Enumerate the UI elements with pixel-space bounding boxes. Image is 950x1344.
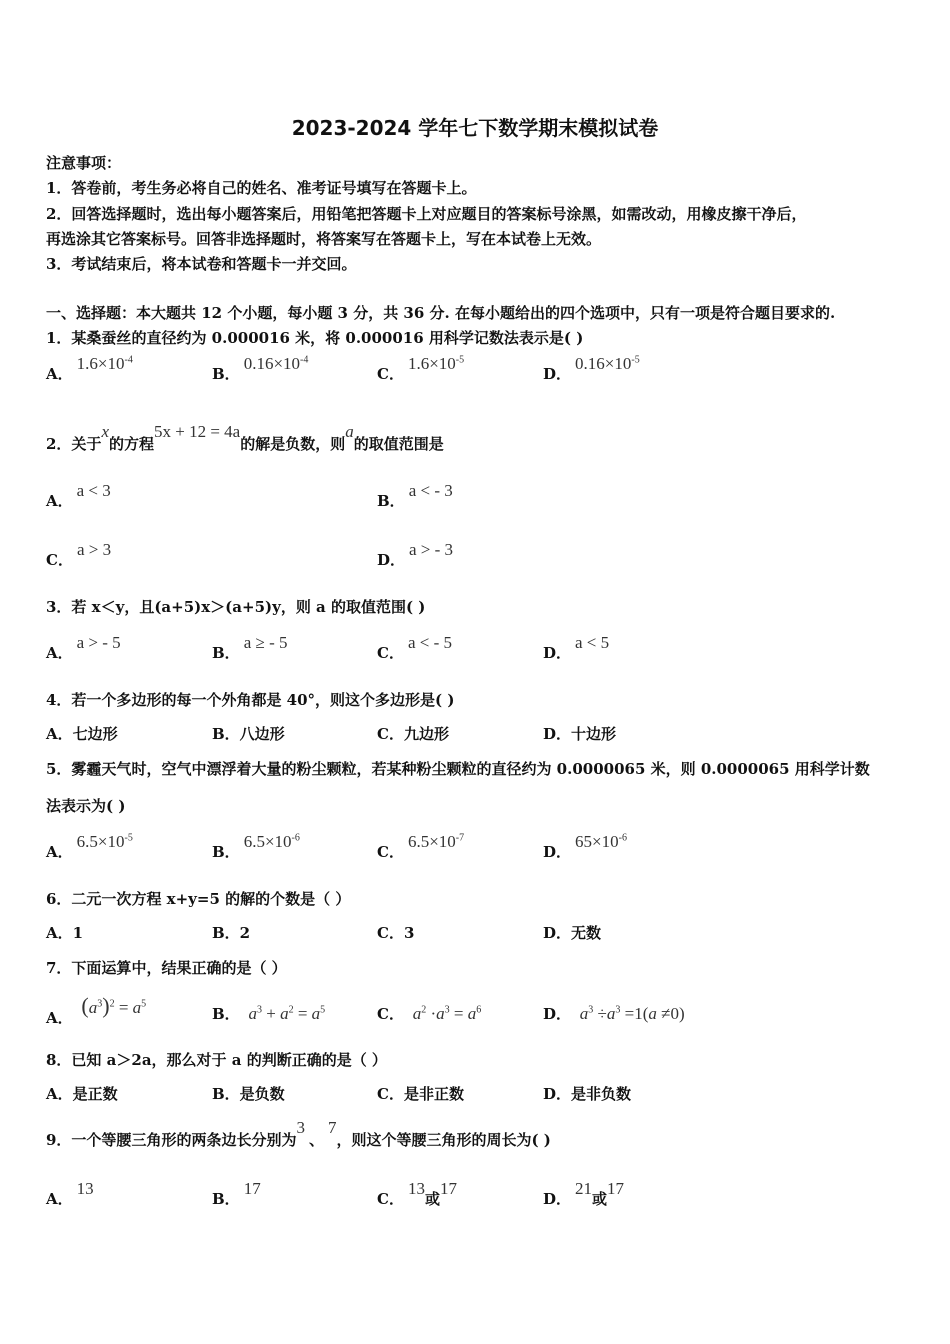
q4-option-c[interactable]: C．九边形 [377,725,449,743]
stem-text: ，则这个等腰三角形的周长为( ) [336,1131,551,1149]
q2-option-c[interactable] [46,540,112,570]
option-value: a < - 5 [407,633,452,652]
question-5-stem: 5．雾霾天气时，空气中漂浮着大量的粉尘颗粒，若某种粉尘颗粒的直径约为 0.0000065 米，则 0.0000065 用科学计数 [46,760,870,778]
or-text: 或 [424,1190,440,1208]
section-heading: 一、选择题：本大题共 12 个小题，每小题 3 分，共 36 分. 在每小题给出的四个选项中，只有一项是符合题目要求的. [46,304,836,322]
q9-option-b[interactable] [212,1179,261,1209]
q9-option-a[interactable] [46,1179,94,1209]
q7-option-c[interactable] [377,1003,481,1024]
option-label: D． [377,551,406,569]
option-value: 6.5×10 [407,832,456,851]
option-label: A． [46,644,73,662]
option-value: 17 [439,1179,457,1198]
option-label: D． [543,644,572,662]
q8-option-b[interactable]: B．是负数 [212,1085,285,1103]
option-value: 1.6×10 [76,354,125,373]
option-label: B． [212,1190,240,1208]
question-8-stem: 8．已知 a＞2a，那么对于 a 的判断正确的是（ ） [46,1051,387,1069]
math-variable: x [101,422,109,441]
q6-option-a[interactable]: A．1 [46,924,84,942]
option-label: D． [543,365,572,383]
stem-text: 的方程 [108,435,154,453]
option-formula: $a^3 \div a^3 =1(a \ne 0)$ [579,1004,685,1023]
q1-option-b[interactable] [212,354,309,384]
notice-item: 2．回答选择题时，选出每小题答案后，用铅笔把答题卡上对应题目的答案标号涂黑，如需改动，用橡皮擦干净后， [46,205,807,223]
q3-option-a[interactable] [46,633,121,663]
notice-item: 1．答卷前，考生务必将自己的姓名、准考证号填写在答题卡上。 [46,179,477,197]
q5-option-b[interactable] [212,832,300,862]
q2-option-d[interactable] [377,540,454,570]
option-value: 21 [575,1179,593,1198]
option-label: C． [377,644,404,662]
option-label: B． [377,492,405,510]
option-value: a < 5 [575,633,610,652]
question-5-stem-cont: 法表示为( ) [46,797,126,815]
question-1-stem: 1．某桑蚕丝的直径约为 0.000016 米，将 0.000016 用科学记数法表示是( ) [46,329,584,347]
option-label: D． [543,1005,572,1023]
option-value: a < 3 [76,481,111,500]
q1-option-a[interactable] [46,354,133,384]
math-value: 3 [296,1118,305,1137]
option-exponent: -4 [124,354,133,366]
q3-option-c[interactable] [377,633,452,663]
option-label: C． [377,843,404,861]
q5-option-a[interactable] [46,832,133,862]
math-value: 7 [327,1118,337,1137]
notice-item: 再选涂其它答案标号。回答非选择题时，将答案写在答题卡上，写在本试卷上无效。 [46,230,602,248]
option-formula: $a^2 \cdot a^3 = a^6$ [412,1004,482,1023]
stem-text: 2．关于 [46,435,102,453]
stem-text: 9．一个等腰三角形的两条边长分别为 [46,1131,297,1149]
notice-heading: 注意事项： [46,154,122,172]
question-3-stem: 3．若 x＜y，且(a+5)x＞(a+5)y，则 a 的取值范围( ) [46,598,426,616]
option-label: A． [46,365,73,383]
q1-option-c[interactable] [377,354,465,384]
option-label: C． [377,365,404,383]
math-equation: 5x + 12 = 4a [154,422,241,441]
q3-option-b[interactable] [212,633,288,663]
option-label: B． [212,843,240,861]
q9-option-c[interactable] [377,1179,457,1209]
option-value: a > - 5 [76,633,121,652]
question-9-stem [46,1118,551,1150]
q4-option-a[interactable]: A．七边形 [46,725,118,743]
or-text: 或 [592,1190,608,1208]
q8-option-a[interactable]: A．是正数 [46,1085,118,1103]
question-4-stem: 4．若一个多边形的每一个外角都是 40°，则这个多边形是( ) [46,691,455,709]
q1-option-d[interactable] [543,354,640,384]
option-exponent: -4 [300,354,309,366]
question-7-stem: 7．下面运算中，结果正确的是（ ） [46,959,287,977]
option-label: B． [212,365,240,383]
option-label: A． [46,492,73,510]
q5-option-c[interactable] [377,832,465,862]
q8-option-d[interactable]: D．是非负数 [543,1085,632,1103]
option-label: C． [46,551,73,569]
q7-option-a[interactable] [46,993,147,1029]
option-label: B． [212,1005,240,1023]
q2-option-b[interactable] [377,481,453,511]
option-exponent: -6 [618,832,627,844]
option-value: 0.16×10 [243,354,301,373]
option-label: A． [46,1009,73,1027]
q6-option-d[interactable]: D．无数 [543,924,602,942]
option-exponent: -7 [455,832,465,844]
q5-option-d[interactable] [543,832,627,862]
q6-option-c[interactable]: C．3 [377,924,415,942]
question-2-stem [46,422,444,454]
option-value: 6.5×10 [243,832,292,851]
q7-option-b[interactable] [212,1003,325,1024]
q8-option-c[interactable]: C．是非正数 [377,1085,464,1103]
stem-text: 的取值范围是 [353,435,444,453]
option-formula: $a^3 + a^2 = a^5$ [248,1004,326,1023]
page-title: 2023-2024 学年七下数学期末模拟试卷 [291,116,659,140]
option-value: 1.6×10 [407,354,456,373]
option-value: a > 3 [76,540,112,559]
option-value: 65×10 [575,832,619,851]
option-label: D． [543,843,572,861]
q4-option-d[interactable]: D．十边形 [543,725,617,743]
q7-option-d[interactable] [543,1003,685,1024]
option-exponent: -5 [124,832,133,844]
option-label: C． [377,1005,404,1023]
option-value: 17 [243,1179,261,1198]
stem-text: 、 [308,1131,324,1149]
option-value: 6.5×10 [76,832,125,851]
option-formula: $(a^3)^2 = a^5$ [81,993,147,1018]
option-exponent: -5 [631,354,640,366]
q4-option-b[interactable]: B．八边形 [212,725,285,743]
notice-item: 3．考试结束后，将本试卷和答题卡一并交回。 [46,255,357,273]
q3-option-d[interactable] [543,633,610,663]
option-label: A． [46,1190,73,1208]
option-value: a > - 3 [409,540,454,559]
option-value: 13 [407,1179,425,1198]
question-6-stem: 6．二元一次方程 x+y=5 的解的个数是（ ） [46,890,351,908]
option-value: a < - 3 [408,481,453,500]
math-variable: a [345,422,354,441]
option-exponent: -5 [455,354,465,366]
q6-option-b[interactable]: B．2 [212,924,251,942]
option-label: D． [543,1190,572,1208]
q2-option-a[interactable] [46,481,111,511]
option-label: A． [46,843,73,861]
option-value: 0.16×10 [575,354,632,373]
q9-option-d[interactable] [543,1179,625,1209]
option-label: B． [212,644,240,662]
option-value: 17 [607,1179,625,1198]
option-value: 13 [76,1179,94,1198]
option-exponent: -6 [291,832,300,844]
option-value: a ≥ - 5 [243,633,288,652]
stem-text: 的解是负数，则 [240,435,346,453]
option-label: C． [377,1190,404,1208]
